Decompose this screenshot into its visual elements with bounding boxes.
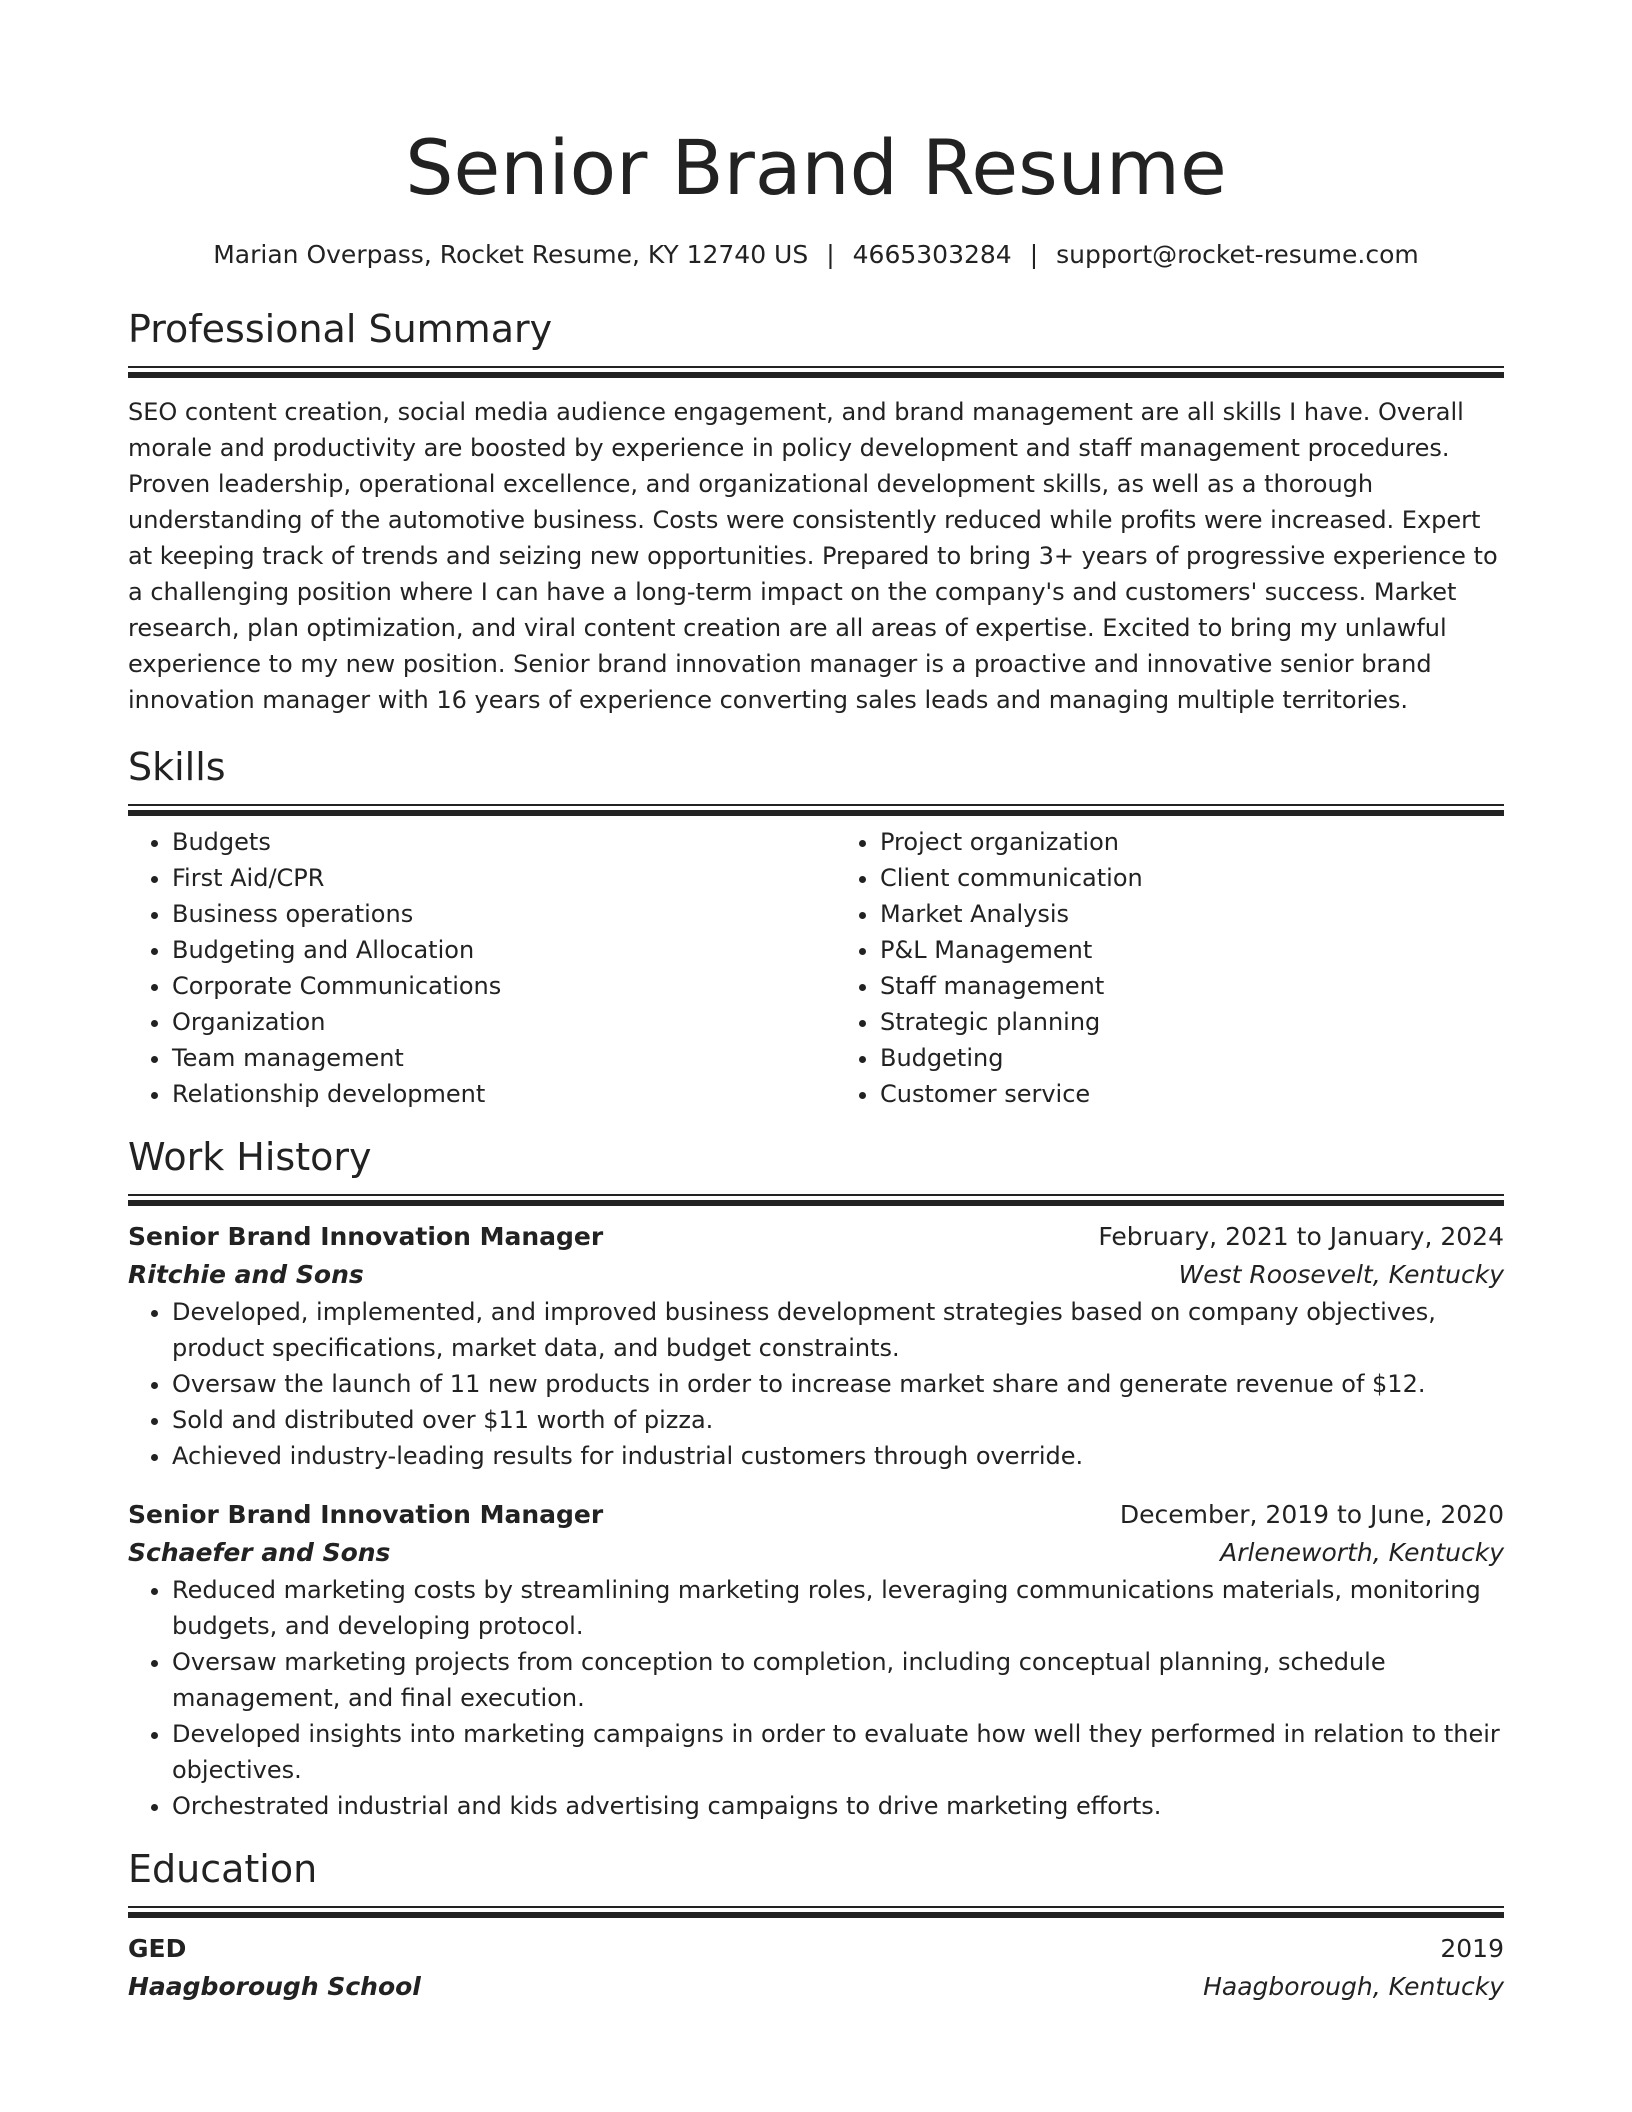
contact-email[interactable]: support@rocket-resume.com <box>1056 240 1419 269</box>
skills-list-right <box>836 824 1504 1112</box>
summary-heading: Professional Summary <box>128 307 553 351</box>
contact-line <box>128 238 1504 272</box>
job-dates: December, 2019 to June, 2020 <box>1119 1500 1504 1529</box>
job-company: Schaefer and Sons <box>128 1538 391 1567</box>
education-heading: Education <box>128 1847 318 1891</box>
skill-item: • First Aid/CPR <box>172 860 796 896</box>
education-degree: GED <box>128 1934 187 1963</box>
contact-address: Marian Overpass, Rocket Resume, KY 12740 US <box>213 240 809 269</box>
skill-item: • Team management <box>172 1040 796 1076</box>
job-bullet: • Achieved industry-leading results for industrial customers through override. <box>172 1438 1504 1474</box>
job-location: Arleneworth, Kentucky <box>1220 1538 1504 1567</box>
job-subheader-row <box>128 1534 1504 1572</box>
job-bullets <box>128 1572 1504 1824</box>
skill-item: • Customer service <box>880 1076 1504 1112</box>
skills-heading: Skills <box>128 745 226 789</box>
work-history-section <box>128 1132 1504 1824</box>
skills-section <box>128 742 1504 1112</box>
skill-item: • Budgets <box>172 824 796 860</box>
job-bullet: • Oversaw marketing projects from conception to completion, including conceptual planning, schedule management, and final execution. <box>172 1644 1504 1716</box>
education-section <box>128 1844 1504 2006</box>
skill-item: • Relationship development <box>172 1076 796 1112</box>
contact-separator: | <box>1029 240 1039 269</box>
section-divider <box>128 1194 1504 1204</box>
job-bullet: • Orchestrated industrial and kids advertising campaigns to drive marketing efforts. <box>172 1788 1504 1824</box>
job-entry <box>128 1218 1504 1474</box>
work-history-heading: Work History <box>128 1135 372 1179</box>
skill-item: • Market Analysis <box>880 896 1504 932</box>
job-bullet: • Developed, implemented, and improved business development strategies based on company objectives, product specifications, market data, and budget constraints. <box>172 1294 1504 1366</box>
skill-item: • Budgeting <box>880 1040 1504 1076</box>
education-entry <box>128 1930 1504 2006</box>
skills-list-left <box>128 824 796 1112</box>
education-year: 2019 <box>1440 1934 1504 1963</box>
job-title: Senior Brand Innovation Manager <box>128 1500 604 1529</box>
summary-text: SEO content creation, social media audience engagement, and brand management are all skills I have. Overall morale and productivity are boosted by experience in policy development and staff management procedures. Proven leadership, operational excellence, and organizational development skills, as well as a thorough understanding of the automotive business. Costs were consistently reduced while profits were increased. Expert at keeping track of trends and seizing new opportunities. Prepared to bring 3+ years of progressive experience to a challenging position where I can have a long-term impact on the company's and customers' success. Market research, plan optimization, and viral content creation are all areas of expertise. Excited to bring my unlawful experience to my new position. Senior brand innovation manager is a proactive and innovative senior brand innovation manager with 16 years of experience converting sales leads and managing multiple territories. <box>128 398 1498 714</box>
job-title: Senior Brand Innovation Manager <box>128 1222 604 1251</box>
skill-item: • Budgeting and Allocation <box>172 932 796 968</box>
section-divider <box>128 1906 1504 1916</box>
job-company: Ritchie and Sons <box>128 1260 364 1289</box>
job-bullet: • Developed insights into marketing campaigns in order to evaluate how well they performed in relation to their objectives. <box>172 1716 1504 1788</box>
education-subheader-row <box>128 1968 1504 2006</box>
section-divider <box>128 804 1504 814</box>
contact-phone: 4665303284 <box>852 240 1012 269</box>
skill-item: • Organization <box>172 1004 796 1040</box>
job-location: West Roosevelt, Kentucky <box>1178 1260 1504 1289</box>
skills-grid <box>128 824 1504 1112</box>
skill-item: • Business operations <box>172 896 796 932</box>
job-header-row <box>128 1218 1504 1256</box>
job-bullet: • Sold and distributed over $11 worth of pizza. <box>172 1402 1504 1438</box>
skill-item: • P&L Management <box>880 932 1504 968</box>
job-dates: February, 2021 to January, 2024 <box>1098 1222 1504 1251</box>
job-entry <box>128 1496 1504 1824</box>
education-location: Haagborough, Kentucky <box>1203 1972 1504 2001</box>
section-divider <box>128 366 1504 376</box>
job-header-row <box>128 1496 1504 1534</box>
contact-separator: | <box>826 240 835 269</box>
job-bullets <box>128 1294 1504 1474</box>
skill-item: • Strategic planning <box>880 1004 1504 1040</box>
skill-item: • Project organization <box>880 824 1504 860</box>
skill-item: • Client communication <box>880 860 1504 896</box>
skill-item: • Corporate Communications <box>172 968 796 1004</box>
summary-section <box>128 304 1504 718</box>
job-bullet: • Oversaw the launch of 11 new products in order to increase market share and generate revenue of $12. <box>172 1366 1504 1402</box>
education-school: Haagborough School <box>128 1972 421 2001</box>
resume-title: Senior Brand Resume <box>405 123 1227 212</box>
skill-item: • Staff management <box>880 968 1504 1004</box>
job-subheader-row <box>128 1256 1504 1294</box>
education-header-row <box>128 1930 1504 1968</box>
job-bullet: • Reduced marketing costs by streamlining marketing roles, leveraging communications materials, monitoring budgets, and developing protocol. <box>172 1572 1504 1644</box>
